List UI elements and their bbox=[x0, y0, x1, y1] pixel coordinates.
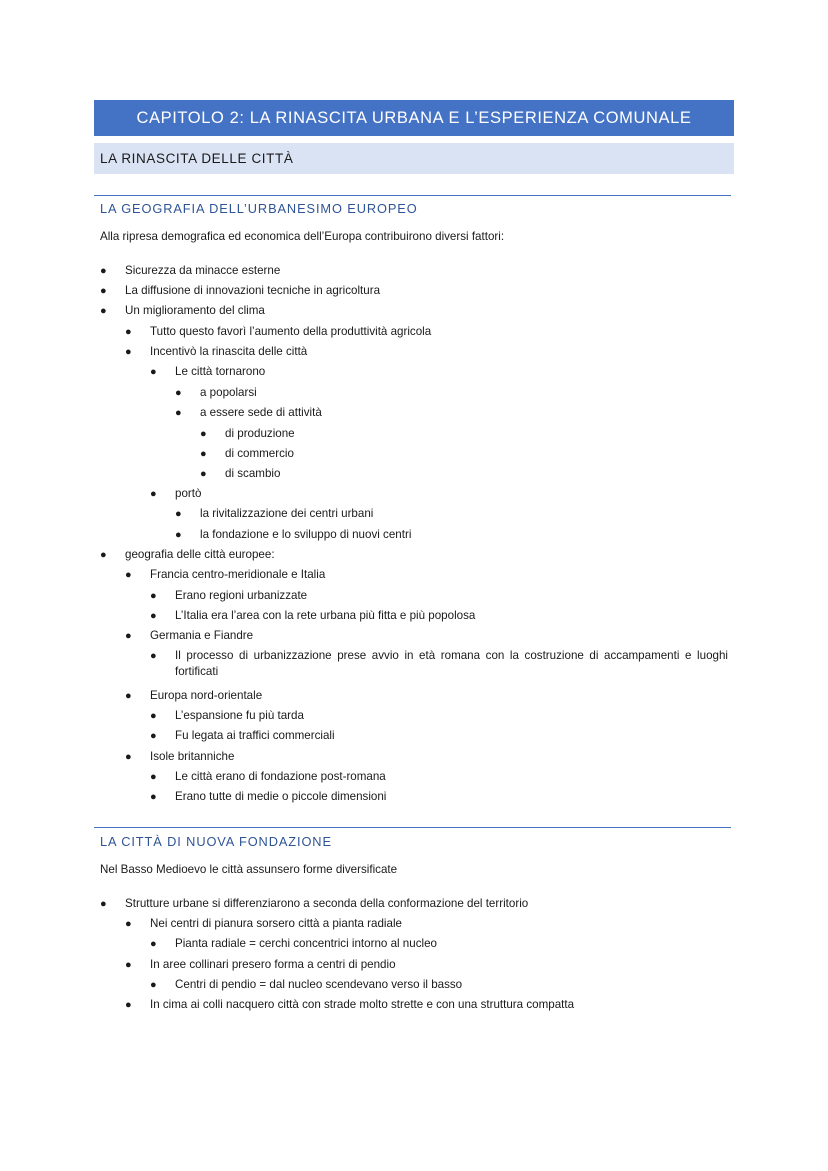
chapter-title: CAPITOLO 2: LA RINASCITA URBANA E L’ESPERIENZA COMUNALE bbox=[94, 100, 734, 136]
list-item: ● Il processo di urbanizzazione prese avvio in età romana con la costruzione di accampamenti e luoghi fortificati bbox=[150, 649, 728, 678]
subsection-divider bbox=[94, 827, 731, 828]
section-title: LA RINASCITA DELLE CITTÀ bbox=[94, 143, 734, 174]
intro-paragraph: Nel Basso Medioevo le città assunsero forme diversificate bbox=[100, 863, 398, 876]
document-page: CAPITOLO 2: LA RINASCITA URBANA E L’ESPERIENZA COMUNALE LA RINASCITA DELLE CITTÀ LA GEOGRAFIA DELL’URBANESIMO EUROPEO Alla ripresa demografica ed economica dell’Europa contribuirono diversi fattori: ● Sicurezza da minacce esterne ● La diffusione di innovazioni tecniche in agricoltura ● Un miglioramento del clima ● Tutto questo favorì l’aumento della produttività agricola ● Incentivò la rinascita delle città ● Le città tornarono ● a popolarsi ● a essere sede di attività ● di produzione ● di commercio ● di scambio ● portò ● la rivitalizzazione dei centri urbani ● la fondazione e lo sviluppo di nuovi centri ● geografia delle città europee: ● Francia centro-meridionale e Italia ● Erano regioni urbanizzate ● L’Italia era l’area con la rete urbana più fitta e più popolosa ● Germania e Fiandre ● Il processo di urbanizzazione prese avvio in età romana con la costruzione di accampamenti e luoghi fortificati ● Europa nord-orientale ● L’espansione fu più tarda ● Fu legata ai traffici commerciali ● Isole britanniche ● Le città erano di fondazione post-romana ● Erano tutte di medie o piccole dimensioni LA CITTÀ DI NUOVA FONDAZIONE Nel Basso Medioevo le città assunsero forme diversificate ● Strutture urbane si differenziarono a seconda della conformazione del territorio ● Nei centri di pianura sorsero città a pianta radiale ● Pianta radiale = cerchi concentrici intorno al nucleo ● In aree collinari presero forma a centri di pendio ● Centri di pendio = dal nucleo scendevano verso il basso ● In cima ai colli nacquero città con strade molto strette e con una struttura compatta bbox=[0, 0, 828, 1171]
intro-paragraph: Alla ripresa demografica ed economica dell’Europa contribuirono diversi fattori: bbox=[100, 230, 505, 243]
subsection-divider bbox=[94, 195, 731, 196]
subsection-heading: LA GEOGRAFIA DELL’URBANESIMO EUROPEO bbox=[100, 201, 418, 216]
subsection-heading: LA CITTÀ DI NUOVA FONDAZIONE bbox=[100, 834, 332, 849]
